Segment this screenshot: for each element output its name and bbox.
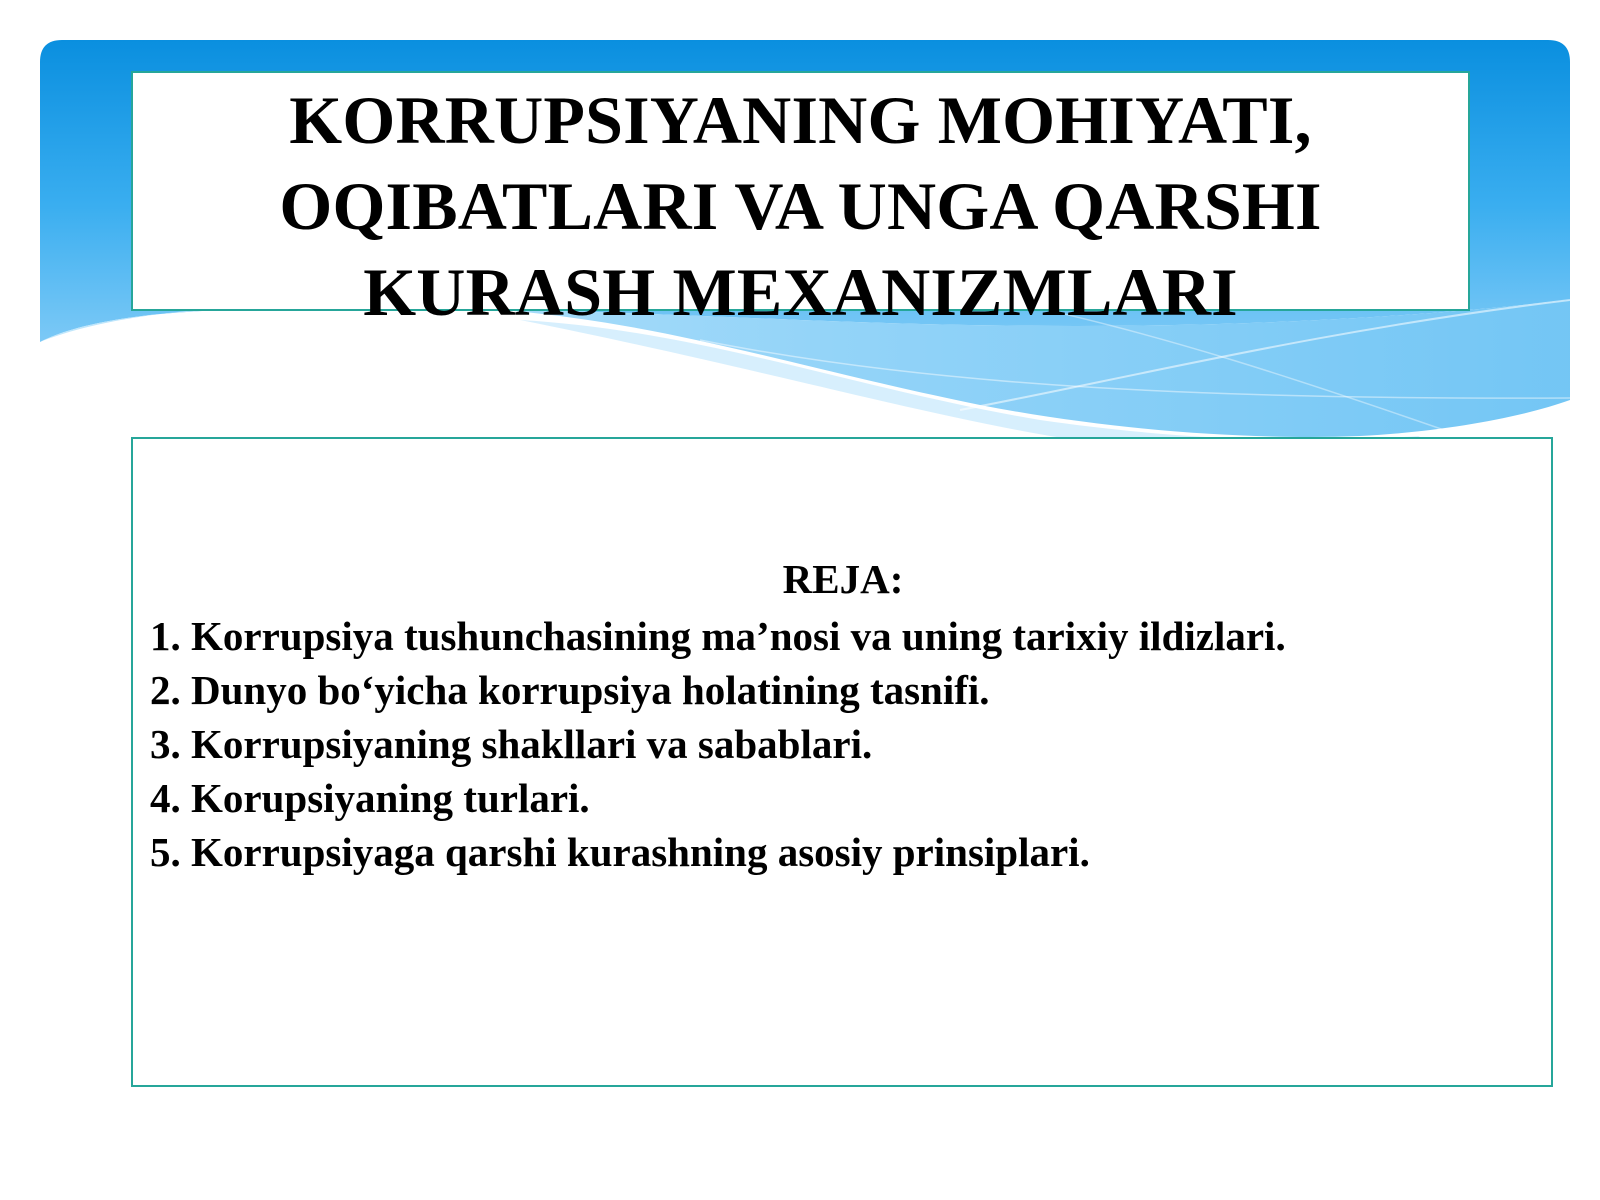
plan-item: 4. Korupsiyaning turlari. bbox=[150, 775, 590, 821]
slide-title bbox=[133, 77, 1468, 335]
plan-heading: REJA: bbox=[782, 556, 904, 602]
plan-item: 3. Korrupsiyaning shakllari va sabablari. bbox=[150, 721, 873, 767]
title-line: KURASH MEXANIZMLARI bbox=[363, 254, 1238, 330]
plan-item: 5. Korrupsiyaga qarshi kurashning asosiy prinsiplari. bbox=[150, 829, 1090, 875]
plan-item: 2. Dunyo bo‘yicha korrupsiya holatining tasnifi. bbox=[150, 667, 990, 713]
title-line: OQIBATLARI VA UNGA QARSHI bbox=[279, 168, 1322, 244]
title-line: KORRUPSIYANING MOHIYATI, bbox=[289, 82, 1312, 158]
title-box bbox=[131, 71, 1470, 330]
plan-box bbox=[131, 437, 1553, 1087]
plan-list bbox=[150, 609, 1286, 879]
plan-item: 1. Korrupsiya tushunchasining ma’nosi va uning tarixiy ildizlari. bbox=[150, 613, 1286, 659]
